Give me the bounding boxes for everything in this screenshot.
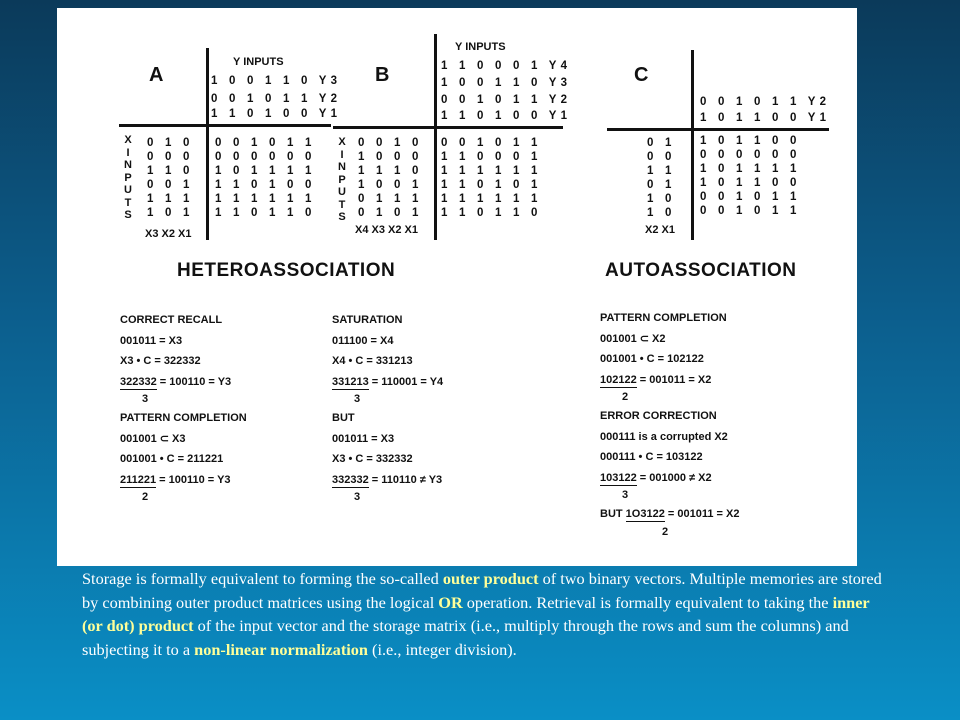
fraction-numerator: 102122 <box>600 373 637 386</box>
equation-line: X4 • C = 331213 <box>332 355 413 367</box>
fraction-line <box>332 372 443 393</box>
c-matrix-row: 0 0 0 0 0 0 <box>700 149 801 161</box>
equation-line: 000111 is a corrupted X2 <box>600 430 728 443</box>
c-storage-matrix <box>700 134 801 218</box>
a-x-row: 1 1 0 <box>147 165 194 177</box>
autoassociation-title: AUTOASSOCIATION <box>605 260 797 281</box>
correct-recall-block <box>120 310 247 506</box>
fraction-numerator: 322332 <box>120 375 157 388</box>
b-x-row: 1 0 0 0 <box>358 151 423 163</box>
c-matrix-row: 1 0 1 1 0 0 <box>700 135 801 147</box>
equation-line: X3 • C = 332332 <box>332 453 413 465</box>
b-horizontal-axis <box>333 126 563 129</box>
c-vertical-axis <box>691 50 694 240</box>
fraction-numerator: 331213 <box>332 375 369 388</box>
fraction-line <box>332 470 443 491</box>
c-x-row: 1 0 <box>647 193 676 205</box>
b-matrix-row: 1 1 1 1 1 1 <box>441 165 542 177</box>
fraction-line <box>600 504 739 525</box>
c-x-rows <box>647 136 676 220</box>
c-x-labels: X2 X1 <box>645 224 675 236</box>
b-storage-matrix <box>441 136 542 220</box>
auto-pattern-completion-block <box>600 308 739 541</box>
c-y-row: 0 0 1 0 1 1 Y2 <box>700 96 831 108</box>
a-matrix-row: 1 1 0 1 1 0 <box>215 207 316 219</box>
b-matrix-row: 0 0 1 0 1 1 <box>441 137 542 149</box>
fraction-denominator: 2 <box>662 525 669 538</box>
equation-line: 001001 • C = 102122 <box>600 353 704 365</box>
a-x-row: 1 1 1 <box>147 193 194 205</box>
label-b: B <box>375 64 390 86</box>
c-matrix-row: 0 0 1 0 1 1 <box>700 205 801 217</box>
fraction-denominator: 3 <box>354 491 361 503</box>
b-x-inputs-vertical-label: X I N P U T S <box>338 136 346 223</box>
equation-line: 001001 • C = 211221 <box>120 453 224 465</box>
a-y-row: 1 0 0 1 1 0 Y3 <box>211 75 342 87</box>
saturation-block <box>332 310 443 506</box>
a-storage-matrix <box>215 136 316 220</box>
fraction-result: = 110001 = Y4 <box>368 375 444 388</box>
b-x-row: 1 0 0 1 <box>358 179 423 191</box>
b-y-row: 1 1 0 0 0 1 Y4 <box>441 60 572 72</box>
error-correction-heading: ERROR CORRECTION <box>600 410 717 422</box>
b-matrix-row: 1 1 1 1 1 1 <box>441 193 542 205</box>
equation-line: 011100 = X4 <box>332 334 394 347</box>
b-x-row: 0 1 0 1 <box>358 207 423 219</box>
saturation-heading: SATURATION <box>332 314 403 326</box>
a-x-row: 0 0 0 <box>147 151 194 163</box>
a-matrix-row: 1 1 1 1 1 1 <box>215 193 316 205</box>
caption-text: Storage is formally equivalent to forming the so-called outer product of two binary vectors. Multiple memories are stored by combining outer product matrices using the logical OR operation. Retrieval is formally equivalent to taking the inner (or dot) product of the input vector and the storage matrix (i.e., multiply through the rows and sum the columns) and subjecting it to a non-linear normalization (i.e., integer division). <box>82 569 882 659</box>
a-vertical-axis <box>206 48 209 240</box>
c-x-row: 1 1 <box>647 165 676 177</box>
a-x-row: 0 1 0 <box>147 137 194 149</box>
c-matrix-row: 1 0 1 1 1 1 <box>700 163 801 175</box>
a-x-labels: X3 X2 X1 <box>145 228 192 240</box>
fraction-denominator: 2 <box>142 491 149 503</box>
fraction-denominator: 3 <box>354 393 361 405</box>
c-y-row: 1 0 1 1 0 0 Y1 <box>700 112 831 124</box>
b-y-inputs-header: Y INPUTS <box>455 41 506 53</box>
equation-line: 001001 ⊂ X2 <box>600 332 666 345</box>
a-x-inputs-vertical-label: X I N P U T S <box>124 134 132 221</box>
a-matrix-row: 1 0 1 1 1 1 <box>215 165 316 177</box>
label-c: C <box>634 64 649 86</box>
but-label: BUT <box>332 412 355 424</box>
c-x-row: 0 1 <box>647 179 676 191</box>
associative-memory-figure <box>57 8 857 566</box>
fraction-result: = 100110 = Y3 <box>156 473 231 486</box>
figure-panel <box>57 8 857 566</box>
fraction-numerator: 332332 <box>332 473 369 486</box>
pattern-completion-heading: PATTERN COMPLETION <box>600 312 727 324</box>
fraction-denominator: 3 <box>622 489 629 501</box>
label-a: A <box>149 64 164 86</box>
b-x-row: 1 1 1 0 <box>358 165 423 177</box>
a-x-row: 1 0 1 <box>147 207 194 219</box>
correct-recall-heading: CORRECT RECALL <box>120 314 223 326</box>
b-x-rows <box>358 136 423 220</box>
b-y-row: 1 0 0 1 1 0 Y3 <box>441 77 572 89</box>
b-matrix-row: 1 1 0 1 0 1 <box>441 179 542 191</box>
a-y-row: 0 0 1 0 1 1 Y2 <box>211 93 342 105</box>
a-matrix-row: 1 1 0 1 0 0 <box>215 179 316 191</box>
pattern-completion-heading: PATTERN COMPLETION <box>120 412 247 424</box>
fraction-line <box>120 372 247 393</box>
heteroassociation-title: HETEROASSOCIATION <box>177 260 396 281</box>
a-matrix-row: 0 0 0 0 0 0 <box>215 151 316 163</box>
fraction-line <box>600 468 739 489</box>
b-x-row: 0 1 1 1 <box>358 193 423 205</box>
inner-product-term: inner (or dot) product <box>82 592 870 635</box>
fraction-numerator: 211221 <box>120 473 157 486</box>
equation-line: 001011 = X3 <box>120 334 183 347</box>
outer-product-term: outer product <box>442 569 539 588</box>
b-x-labels: X4 X3 X2 X1 <box>355 224 418 236</box>
fraction-line <box>600 370 739 391</box>
a-x-row: 0 0 1 <box>147 179 194 191</box>
equation-line: 000111 • C = 103122 <box>600 451 703 463</box>
fraction-result: = 100110 = Y3 <box>156 375 232 388</box>
fraction-denominator: 3 <box>142 393 149 405</box>
a-x-rows <box>147 136 194 220</box>
equation-line: 001011 = X3 <box>332 432 395 445</box>
fraction-numerator: 103122 <box>600 471 637 484</box>
b-y-row: 0 0 1 0 1 1 Y2 <box>441 94 572 106</box>
a-y-row: 1 1 0 1 0 0 Y1 <box>211 108 342 120</box>
a-horizontal-axis <box>119 124 331 127</box>
equation-line: 001001 ⊂ X3 <box>120 432 186 445</box>
c-x-row: 0 0 <box>647 151 676 163</box>
nonlinear-normalization-term: non-linear normalization <box>194 639 368 659</box>
a-y-inputs-header: Y INPUTS <box>233 56 284 68</box>
b-matrix-row: 1 1 0 1 1 0 <box>441 207 542 219</box>
b-y-row: 1 1 0 1 0 0 Y1 <box>441 110 572 122</box>
c-matrix-row: 0 0 1 0 1 1 <box>700 191 801 203</box>
fraction-result: = 001000 ≠ X2 <box>636 471 712 484</box>
fraction-line <box>120 470 247 491</box>
c-x-row: 0 1 <box>647 137 676 149</box>
fraction-result: = 001011 = X2 <box>636 373 712 386</box>
but-label: BUT <box>600 508 626 520</box>
fraction-result: = 110110 ≠ Y3 <box>368 473 443 486</box>
c-matrix-row: 1 0 1 1 0 0 <box>700 177 801 189</box>
b-vertical-axis <box>434 34 437 240</box>
c-x-row: 1 0 <box>647 207 676 219</box>
fraction-numerator: 1O3122 <box>625 508 665 520</box>
b-matrix-row: 1 1 0 0 0 1 <box>441 151 542 163</box>
c-horizontal-axis <box>607 128 829 131</box>
or-term: OR <box>438 592 463 612</box>
equation-line: X3 • C = 322332 <box>120 355 201 367</box>
fraction-result: = 001011 = X2 <box>664 508 740 520</box>
b-x-row: 0 0 1 0 <box>358 137 423 149</box>
fraction-denominator: 2 <box>622 391 629 403</box>
a-matrix-row: 0 0 1 0 1 1 <box>215 137 316 149</box>
